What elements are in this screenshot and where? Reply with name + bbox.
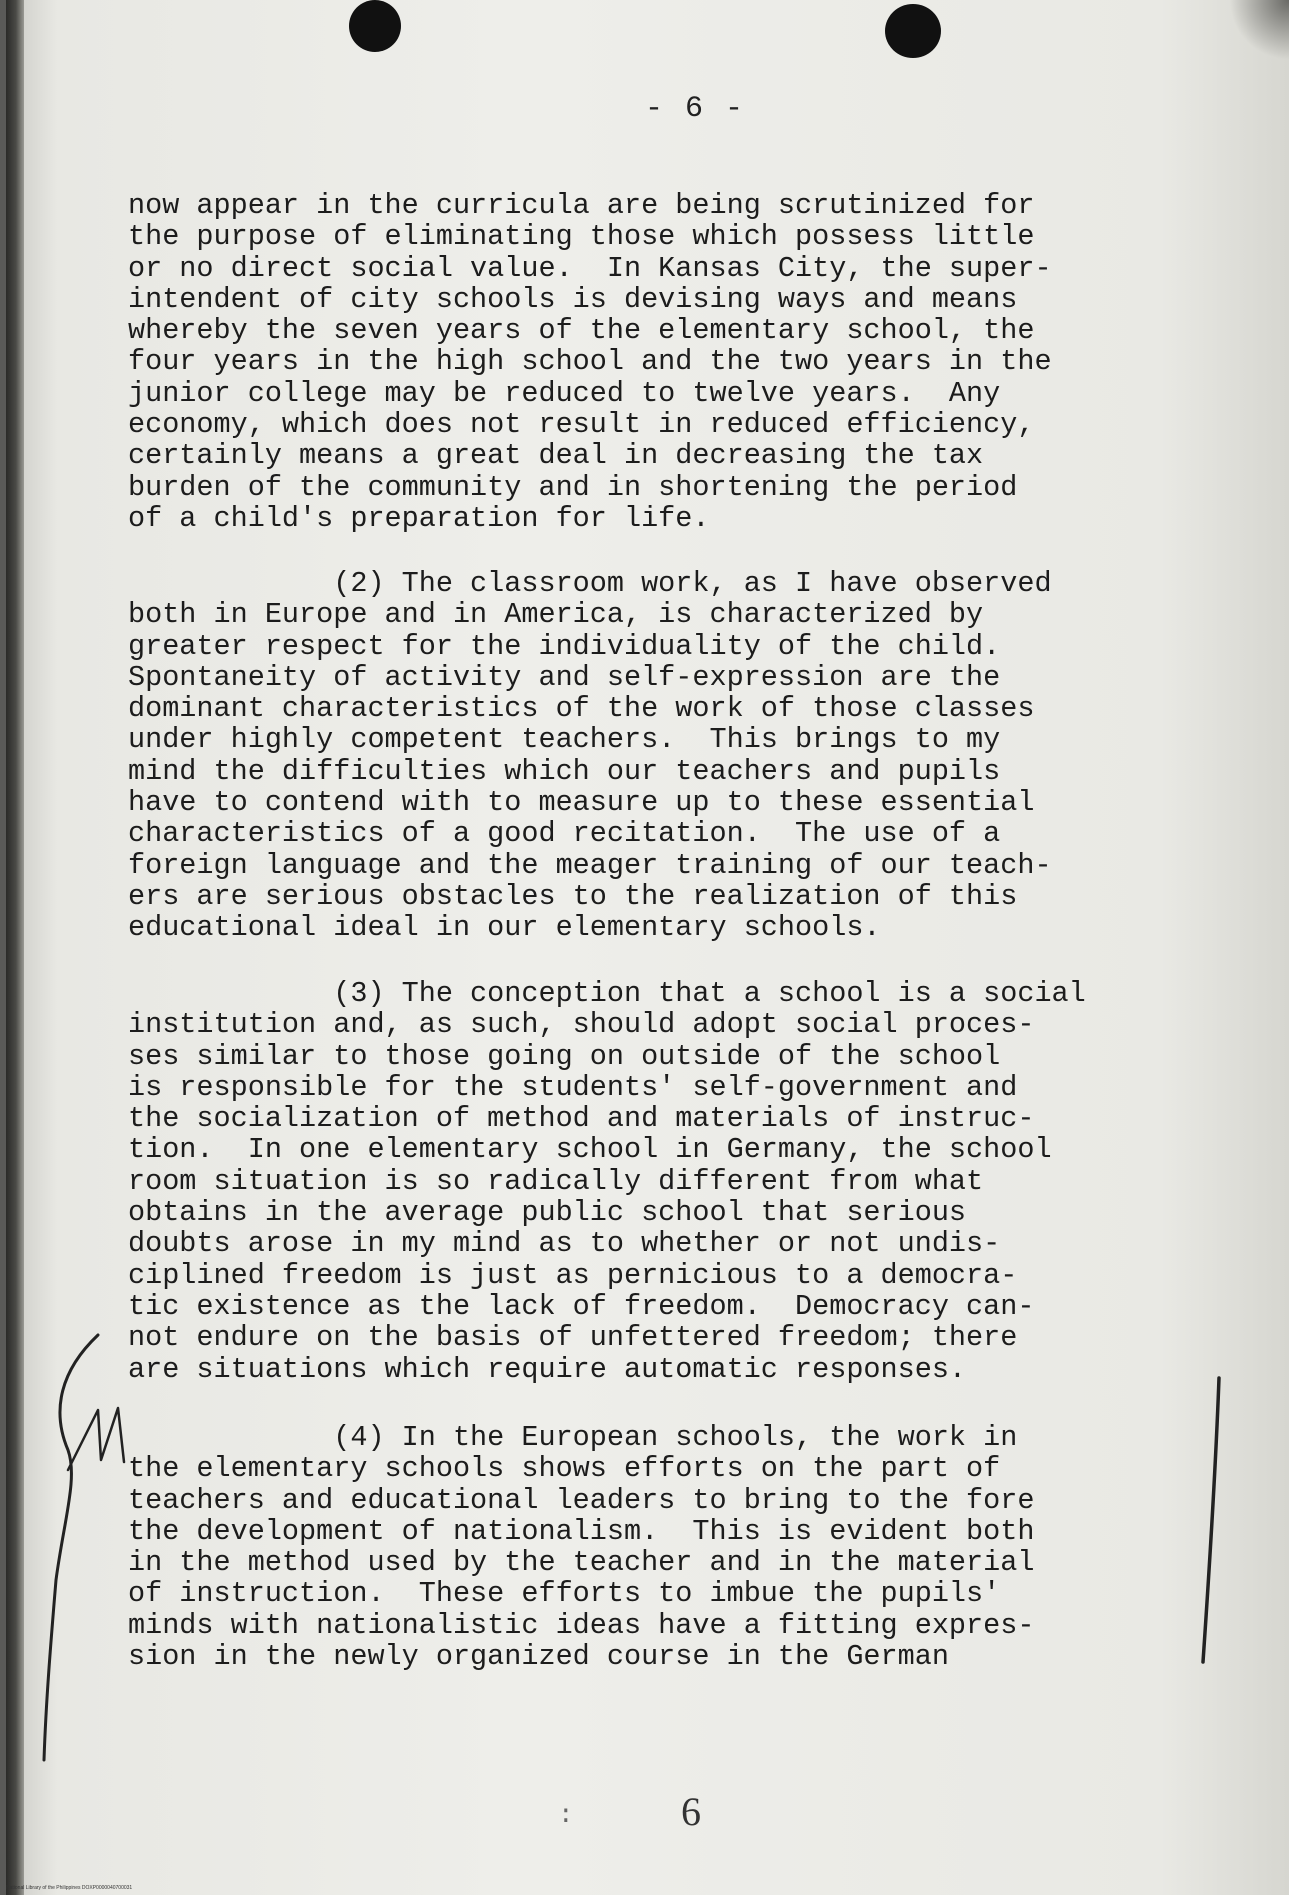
page-number-header: - 6 - (645, 92, 746, 126)
handwritten-right-line (1203, 1378, 1219, 1662)
paragraph-2: (2) The classroom work, as I have observed both in Europe and in America, is characterized by greater respect for the individuality of the child. Spontaneity of activity and self-expression are the dominant characteristics of the work of those classes under highly competent teachers. This brings to my mind the difficulties which our teachers and pupils have to contend with to measure up to these essential characteristics of a good recitation. The use of a foreign language and the meager training of our teach- ers are serious obstacles to the realization of this educational ideal in our elementary schools. (128, 567, 1052, 945)
paragraph-1: now appear in the curricula are being scrutinized for the purpose of eliminating those which possess little or no direct social value. In Kansas City, the super- intendent of city schools is devising ways and means whereby the seven years of the elementary school, the four years in the high school and the two years in the junior college may be reduced to twelve years. Any economy, which does not result in reduced efficiency, certainly means a great deal in decreasing the tax burden of the community and in shortening the period of a child's preparation for life. (128, 189, 1052, 535)
paragraph-4: (4) In the European schools, the work in the elementary schools shows efforts on the part of teachers and educational leaders to bring to the fore the development of nationalism. This is evident both in the method used by the teacher and in the material of instruction. These efforts to imbue the pupils' minds with nationalistic ideas have a fitting expres- sion in the newly organized course in the German (128, 1421, 1035, 1674)
handwritten-margin-marks (6, 0, 1289, 1895)
handwritten-left-brace (44, 1335, 98, 1760)
scan-credit: National Library of the Philippines DOXP0000040700031 (6, 1885, 133, 1891)
handwritten-initial (68, 1408, 124, 1470)
page-number-footer: 6 (681, 1789, 701, 1834)
paragraph-3: (3) The conception that a school is a social institution and, as such, should adopt social proces- ses similar to those going on outside of the school is responsible for the students' self-government and the socialization of method and materials of instruc- tion. In one elementary school in Germany, the school room situation is so radically different from what obtains in the average public school that serious doubts arose in my mind as to whether or not undis- ciplined freedom is just as pernicious to a democra- tic existence as the lack of freedom. Democracy can- not endure on the basis of unfettered freedom; there are situations which require automatic responses. (128, 977, 1086, 1386)
document-page (6, 0, 1289, 1895)
bottom-mark: : (558, 1800, 574, 1830)
